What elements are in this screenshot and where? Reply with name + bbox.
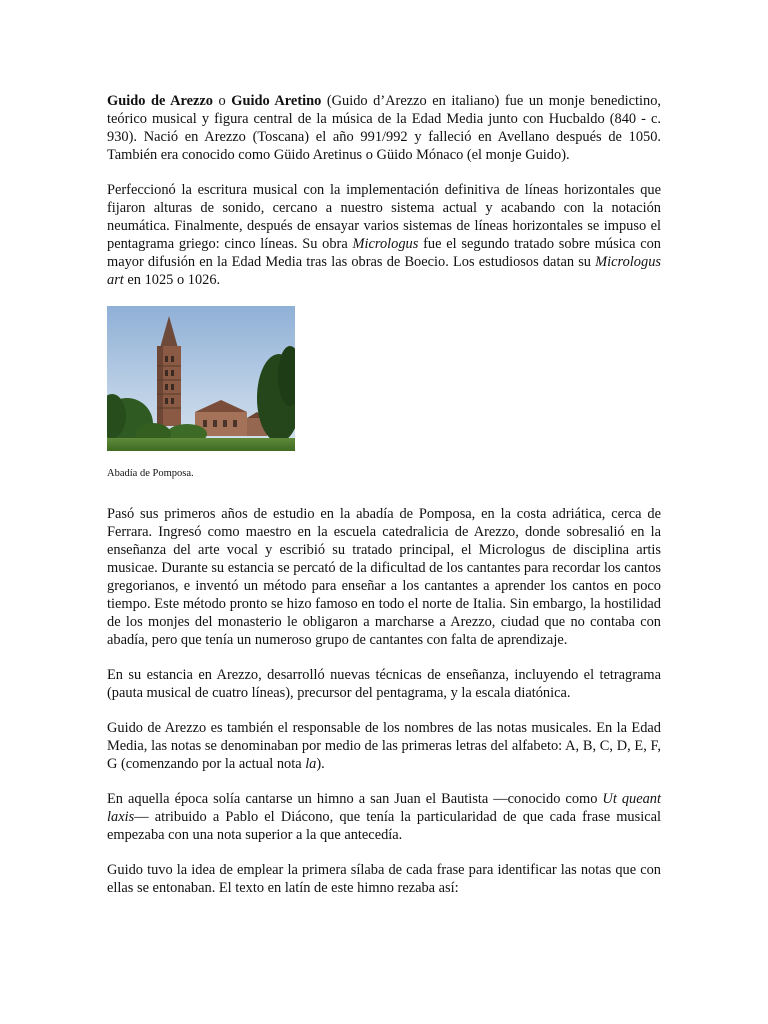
hymn-text-1: En aquella época solía cantarse un himno a san Juan el Bautista —conocido como — [107, 791, 603, 807]
intro-text: (Guido d’Arezzo en italiano) fue un monje benedictino, teórico musical y figura central de la música de la Edad Media junto con Hucbaldo (840 - c. 930). Nació en Arezzo (Toscana) el año 991/992 y falleció en Avellano después de 1050. También era conocido como Güido Aretinus o Güido Mónaco (el monje Guido). — [107, 93, 662, 163]
paragraph-early-years: Pasó sus primeros años de estudio en la abadía de Pomposa, en la costa adriática, cerca de Ferrara. Ingresó como maestro en la escuela catedralicia de Arezzo, donde sobresalió en la enseñanza del arte vocal y escribió su tratado principal, el Micrologus de disciplina artis musicae. Durante su estancia se percató de la dificultad de los cantantes para recordar los cantos gregorianos, e inventó un método para enseñar a los cantantes a aprender los cantos en poco tiempo. Este método pronto se hizo famoso en todo el norte de Italia. Sin embargo, la hostilidad de los monjes del monasterio le obligaron a marcharse a Arezzo, ciudad que no contaba con abadía, pero que tenía un numeroso grupo de cantantes con falta de aprendizaje. — [107, 506, 661, 648]
italic-micrologus: Micrologus — [352, 236, 419, 252]
notation-text-3: en 1025 o 1026. — [123, 272, 221, 288]
figure-caption: Abadía de Pomposa. — [107, 468, 194, 479]
note-names-text-1: Guido de Arezzo es también el responsable de los nombres de las notas musicales. En la Edad Media, las notas se denominaban por medio de las primeras letras del alfabeto: A, B, C, D, E, F, G (comenzando por la actual nota — [107, 720, 661, 772]
paragraph-syllables: Guido tuvo la idea de emplear la primera sílaba de cada frase para identificar las notas que con ellas se entonaban. El texto en latín de este himno rezaba así: — [107, 862, 661, 896]
paragraph-notation — [107, 181, 661, 289]
document-body — [107, 92, 661, 897]
abbey-photo — [107, 306, 295, 451]
abbey-figure — [107, 306, 661, 480]
paragraph-note-names — [107, 719, 661, 773]
notation-text-2: fue el segundo tratado sobre música con mayor difusión en la Edad Media tras las obras de Boecio. Los estudiosos datan su — [107, 236, 661, 270]
notation-text-1: Perfeccionó la escritura musical con la implementación definitiva de líneas horizontales que fijaron alturas de sonido, cercano a nuestro sistema actual y acabando con la notación neumática. Finalmente, después de ensayar varios sistemas de líneas horizontales se impuso el pentagrama griego: cinco líneas. Su obra — [107, 182, 661, 252]
italic-micrologus-art: Micrologus art — [107, 254, 661, 288]
paragraph-arezzo: En su estancia en Arezzo, desarrolló nuevas técnicas de enseñanza, incluyendo el tetragrama (pauta musical de cuatro líneas), precursor del pentagrama, y la escala diatónica. — [107, 667, 661, 701]
italic-ut-queant-laxis: Ut queant laxis — [107, 791, 661, 825]
conjunction-text: o — [212, 93, 232, 109]
paragraph-intro — [107, 92, 661, 164]
paragraph-hymn — [107, 790, 661, 844]
hymn-text-2: — atribuido a Pablo el Diácono, que tenía la particularidad de que cada frase musical empezaba con una nota superior a la que antecedía. — [107, 809, 661, 843]
italic-la: la — [305, 756, 317, 772]
bold-name-guido-de-arezzo: Guido de Arezzo — [107, 93, 213, 109]
note-names-text-2: ). — [316, 756, 325, 772]
bold-name-guido-aretino: Guido Aretino — [231, 93, 322, 109]
